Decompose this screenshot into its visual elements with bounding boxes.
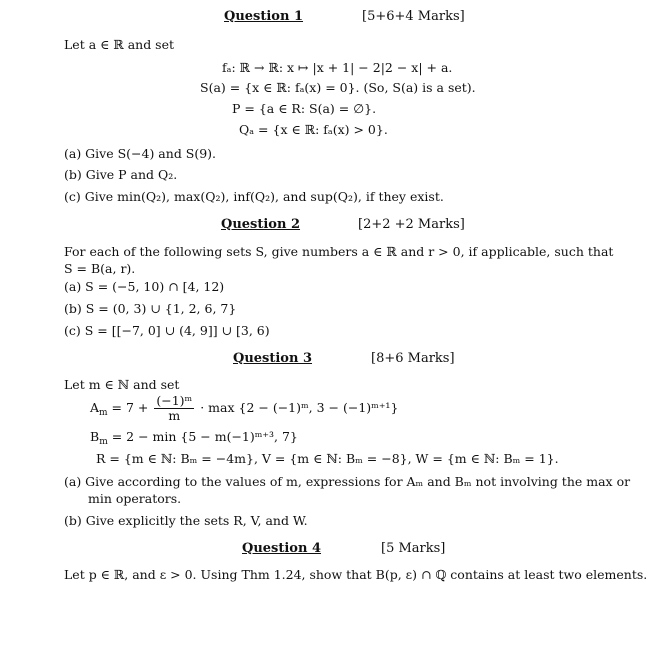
q1-def-Q: Qₐ = {x ∈ ℝ: fₐ(x) > 0}. <box>239 122 388 137</box>
q3-A-eq: = 7 + <box>107 400 153 415</box>
q2-intro-line2: S = B(a, r). <box>64 261 136 276</box>
q1-def-f: fₐ: ℝ → ℝ: x ↦ |x + 1| − 2|2 − x| + a. <box>222 60 453 75</box>
q1-def-P: P = {a ∈ R: S(a) = ∅}. <box>232 101 377 116</box>
q4-text: Let p ∈ ℝ, and ε > 0. Using Thm 1.24, show that B(p, ε) ∩ ℚ contains at least two elements. <box>64 567 648 582</box>
q4-marks: [5 Marks] <box>381 541 446 556</box>
q3-sets-line: R = {m ∈ ℕ: Bₘ = −4m}, V = {m ∈ ℕ: Bₘ = −8}, W = {m ∈ ℕ: Bₘ = 1}. <box>96 451 559 466</box>
q3-intro: Let m ∈ ℕ and set <box>64 377 180 392</box>
q1-part-c: (c) Give min(Q₂), max(Q₂), inf(Q₂), and sup(Q₂), if they exist. <box>64 189 444 204</box>
q3-B-lhs: B <box>90 429 100 444</box>
q4-title: Question 4 <box>242 541 322 556</box>
q3-B-sub: m <box>99 437 108 447</box>
q1-part-b: (b) Give P and Q₂. <box>64 167 178 182</box>
q3-title: Question 3 <box>233 351 313 366</box>
q3-part-a-line1: (a) Give according to the values of m, expressions for Aₘ and Bₘ not involving the max or <box>64 474 631 489</box>
q3-B-rest: = 2 − min {5 − m(−1)ᵐ⁺³, 7} <box>107 429 298 444</box>
q3-marks: [8+6 Marks] <box>371 351 455 366</box>
q1-def-S: S(a) = {x ∈ ℝ: fₐ(x) = 0}. (So, S(a) is a set). <box>200 80 476 95</box>
q1-intro: Let a ∈ ℝ and set <box>64 37 175 52</box>
q1-marks: [5+6+4 Marks] <box>362 9 465 24</box>
q1-title: Question 1 <box>224 9 304 24</box>
q3-part-a-line2: min operators. <box>88 491 182 506</box>
q3-A-sub: m <box>99 408 108 418</box>
q3-part-b: (b) Give explicitly the sets R, V, and W. <box>64 513 308 528</box>
q3-A-fraction <box>154 394 194 423</box>
q3-def-A <box>90 394 398 423</box>
q2-part-c: (c) S = [[−7, 0] ∪ (4, 9]] ∪ [3, 6) <box>64 323 270 338</box>
q3-A-frac-num: (−1)ᵐ <box>156 393 193 408</box>
q3-A-rest: · max {2 − (−1)ᵐ, 3 − (−1)ᵐ⁺¹} <box>200 400 399 415</box>
q1-part-a: (a) Give S(−4) and S(9). <box>64 146 217 161</box>
q2-title: Question 2 <box>221 217 301 232</box>
q2-part-a: (a) S = (−5, 10) ∩ [4, 12) <box>64 279 225 294</box>
q3-def-B <box>90 429 298 450</box>
q2-intro-line1: For each of the following sets S, give numbers a ∈ ℝ and r > 0, if applicable, such that <box>64 244 614 259</box>
q3-A-frac-den: m <box>168 408 181 423</box>
q2-marks: [2+2 +2 Marks] <box>358 217 465 232</box>
q3-A-lhs: A <box>90 400 100 415</box>
q2-part-b: (b) S = (0, 3) ∪ {1, 2, 6, 7} <box>64 301 237 316</box>
